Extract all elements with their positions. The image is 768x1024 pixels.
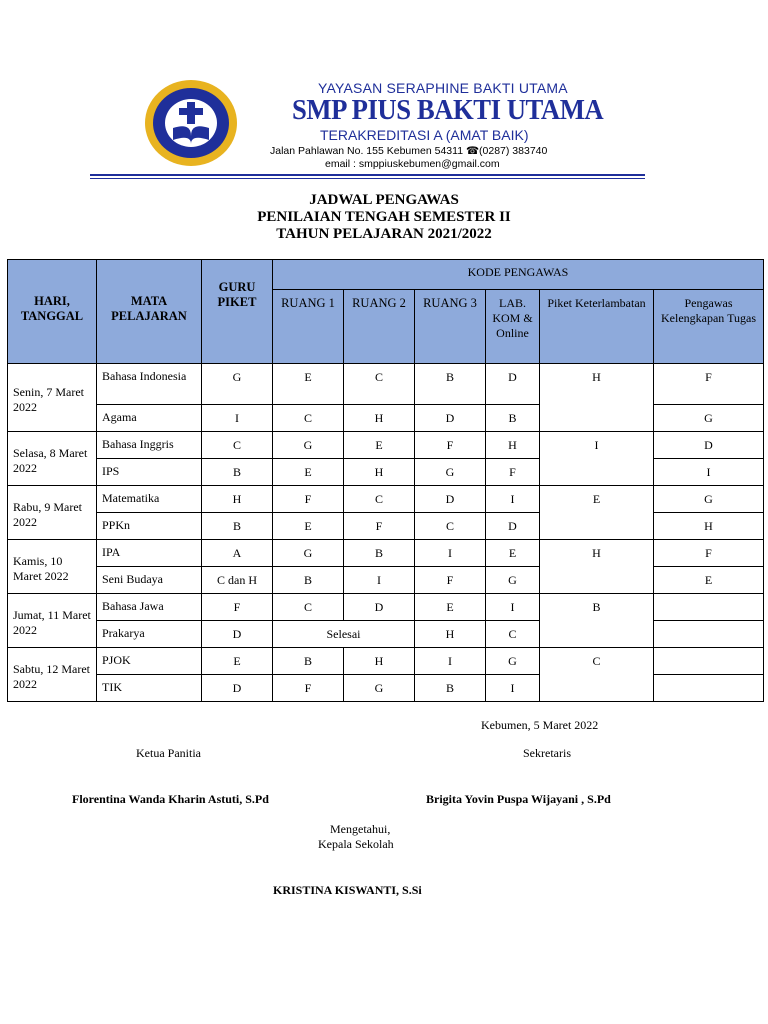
header-rule-thin xyxy=(90,178,645,179)
tugas-cell xyxy=(654,621,764,648)
tugas-cell: F xyxy=(654,364,764,405)
schedule-table xyxy=(7,259,764,702)
ruang1-cell: F xyxy=(273,486,344,513)
letterhead xyxy=(0,0,768,180)
table-row xyxy=(8,486,764,513)
doc-year: TAHUN PELAJARAN 2021/2022 xyxy=(276,226,492,242)
subject-cell: Matematika xyxy=(97,486,202,513)
day-cell: Rabu, 9 Maret 2022 xyxy=(8,486,97,540)
tugas-cell: D xyxy=(654,432,764,459)
ruang2-cell: C xyxy=(344,486,415,513)
ruang3-cell: I xyxy=(415,540,486,567)
table-row xyxy=(8,540,764,567)
guru-cell: B xyxy=(202,459,273,486)
ruang2-cell: C xyxy=(344,364,415,405)
guru-cell: D xyxy=(202,675,273,702)
ruang3-cell: F xyxy=(415,567,486,594)
late-cell: E xyxy=(540,486,654,540)
lab-cell: C xyxy=(486,621,540,648)
header-piket-keterlambatan: Piket Keterlambatan xyxy=(540,290,654,364)
subject-cell: PPKn xyxy=(97,513,202,540)
guru-cell: E xyxy=(202,648,273,675)
guru-cell: C dan H xyxy=(202,567,273,594)
ruang2-cell: I xyxy=(344,567,415,594)
right-signatory: Brigita Yovin Puspa Wijayani , S.Pd xyxy=(426,792,611,806)
ruang2-cell: D xyxy=(344,594,415,621)
guru-cell: H xyxy=(202,486,273,513)
guru-cell: I xyxy=(202,405,273,432)
header-rule xyxy=(90,174,645,176)
day-cell: Selasa, 8 Maret 2022 xyxy=(8,432,97,486)
ruang1-cell: E xyxy=(273,364,344,405)
place-date: Kebumen, 5 Maret 2022 xyxy=(481,718,599,732)
lab-cell: I xyxy=(486,486,540,513)
school-address: Jalan Pahlawan No. 155 Kebumen 54311 ☎(0287) 383740 xyxy=(270,145,548,157)
day-cell: Sabtu, 12 Maret 2022 xyxy=(8,648,97,702)
header-ruang-2: RUANG 2 xyxy=(344,290,415,364)
acknowledged-label: Mengetahui, xyxy=(330,822,391,836)
header-ruang-1: RUANG 1 xyxy=(273,290,344,364)
late-cell: I xyxy=(540,432,654,486)
ruang1-cell: B xyxy=(273,648,344,675)
foundation-name: YAYASAN SERAPHINE BAKTI UTAMA xyxy=(318,80,568,96)
tugas-cell xyxy=(654,675,764,702)
head-role: Kepala Sekolah xyxy=(318,837,394,851)
late-cell: H xyxy=(540,364,654,432)
subject-cell: Bahasa Jawa xyxy=(97,594,202,621)
header-ruang-3: RUANG 3 xyxy=(415,290,486,364)
ruang2-cell: H xyxy=(344,648,415,675)
ruang1-cell: C xyxy=(273,594,344,621)
school-name: SMP PIUS BAKTI UTAMA xyxy=(292,94,604,126)
ruang1-cell: F xyxy=(273,675,344,702)
ruang3-cell: F xyxy=(415,432,486,459)
table-row xyxy=(8,432,764,459)
guru-cell: F xyxy=(202,594,273,621)
doc-subtitle: PENILAIAN TENGAH SEMESTER II xyxy=(257,209,511,225)
header-subject: MATA PELAJARAN xyxy=(97,260,202,364)
ruang3-cell: H xyxy=(415,621,486,648)
lab-cell: G xyxy=(486,648,540,675)
subject-cell: Bahasa Inggris xyxy=(97,432,202,459)
day-cell: Kamis, 10 Maret 2022 xyxy=(8,540,97,594)
lab-cell: D xyxy=(486,364,540,405)
ruang2-cell: F xyxy=(344,513,415,540)
ruang1-cell: B xyxy=(273,567,344,594)
ruang2-cell: H xyxy=(344,405,415,432)
ruang1-cell: E xyxy=(273,513,344,540)
tugas-cell: E xyxy=(654,567,764,594)
guru-cell: B xyxy=(202,513,273,540)
lab-cell: I xyxy=(486,594,540,621)
ruang2-cell: B xyxy=(344,540,415,567)
subject-cell: PJOK xyxy=(97,648,202,675)
subject-cell: IPA xyxy=(97,540,202,567)
late-cell: C xyxy=(540,648,654,702)
guru-cell: A xyxy=(202,540,273,567)
tugas-cell: I xyxy=(654,459,764,486)
guru-cell: G xyxy=(202,364,273,405)
lab-cell: I xyxy=(486,675,540,702)
lab-cell: B xyxy=(486,405,540,432)
header-pengawas-tugas: Pengawas Kelengkapan Tugas xyxy=(654,290,764,364)
subject-cell: IPS xyxy=(97,459,202,486)
accreditation: TERAKREDITASI A (AMAT BAIK) xyxy=(320,127,529,143)
day-cell: Jumat, 11 Maret 2022 xyxy=(8,594,97,648)
lab-cell: F xyxy=(486,459,540,486)
ruang2-cell: G xyxy=(344,675,415,702)
subject-cell: Bahasa Indonesia xyxy=(97,364,202,405)
table-row xyxy=(8,594,764,621)
ruang3-cell: C xyxy=(415,513,486,540)
late-cell: H xyxy=(540,540,654,594)
header-guru-piket: GURU PIKET xyxy=(202,260,273,364)
guru-cell: D xyxy=(202,621,273,648)
right-role: Sekretaris xyxy=(523,746,571,760)
subject-cell: Seni Budaya xyxy=(97,567,202,594)
ruang2-cell: H xyxy=(344,459,415,486)
table-row xyxy=(8,648,764,675)
ruang2-cell: E xyxy=(344,432,415,459)
ruang1-cell: C xyxy=(273,405,344,432)
doc-title: JADWAL PENGAWAS xyxy=(309,192,459,208)
school-logo-icon xyxy=(143,78,239,168)
ruang3-cell: D xyxy=(415,486,486,513)
header-lab-kom: LAB. KOM & Online xyxy=(486,290,540,364)
tugas-cell xyxy=(654,648,764,675)
ruang1-cell: E xyxy=(273,459,344,486)
lab-cell: G xyxy=(486,567,540,594)
ruang3-cell: G xyxy=(415,459,486,486)
ruang3-cell: E xyxy=(415,594,486,621)
subject-cell: TIK xyxy=(97,675,202,702)
tugas-cell: F xyxy=(654,540,764,567)
lab-cell: H xyxy=(486,432,540,459)
lab-cell: E xyxy=(486,540,540,567)
left-role: Ketua Panitia xyxy=(136,746,201,760)
header-day: HARI, TANGGAL xyxy=(8,260,97,364)
tugas-cell: H xyxy=(654,513,764,540)
subject-cell: Prakarya xyxy=(97,621,202,648)
ruang1-cell: G xyxy=(273,540,344,567)
header-kode-pengawas: KODE PENGAWAS xyxy=(273,260,764,290)
ruang3-cell: I xyxy=(415,648,486,675)
lab-cell: D xyxy=(486,513,540,540)
day-cell: Senin, 7 Maret 2022 xyxy=(8,364,97,432)
tugas-cell xyxy=(654,594,764,621)
tugas-cell: G xyxy=(654,405,764,432)
school-email: email : smppiuskebumen@gmail.com xyxy=(325,158,500,170)
merged-ruang-cell: Selesai xyxy=(273,621,415,648)
head-signatory: KRISTINA KISWANTI, S.Si xyxy=(273,883,422,897)
ruang3-cell: B xyxy=(415,675,486,702)
subject-cell: Agama xyxy=(97,405,202,432)
ruang3-cell: D xyxy=(415,405,486,432)
tugas-cell: G xyxy=(654,486,764,513)
late-cell: B xyxy=(540,594,654,648)
left-signatory: Florentina Wanda Kharin Astuti, S.Pd xyxy=(72,792,269,806)
ruang1-cell: G xyxy=(273,432,344,459)
guru-cell: C xyxy=(202,432,273,459)
table-row xyxy=(8,364,764,405)
ruang3-cell: B xyxy=(415,364,486,405)
